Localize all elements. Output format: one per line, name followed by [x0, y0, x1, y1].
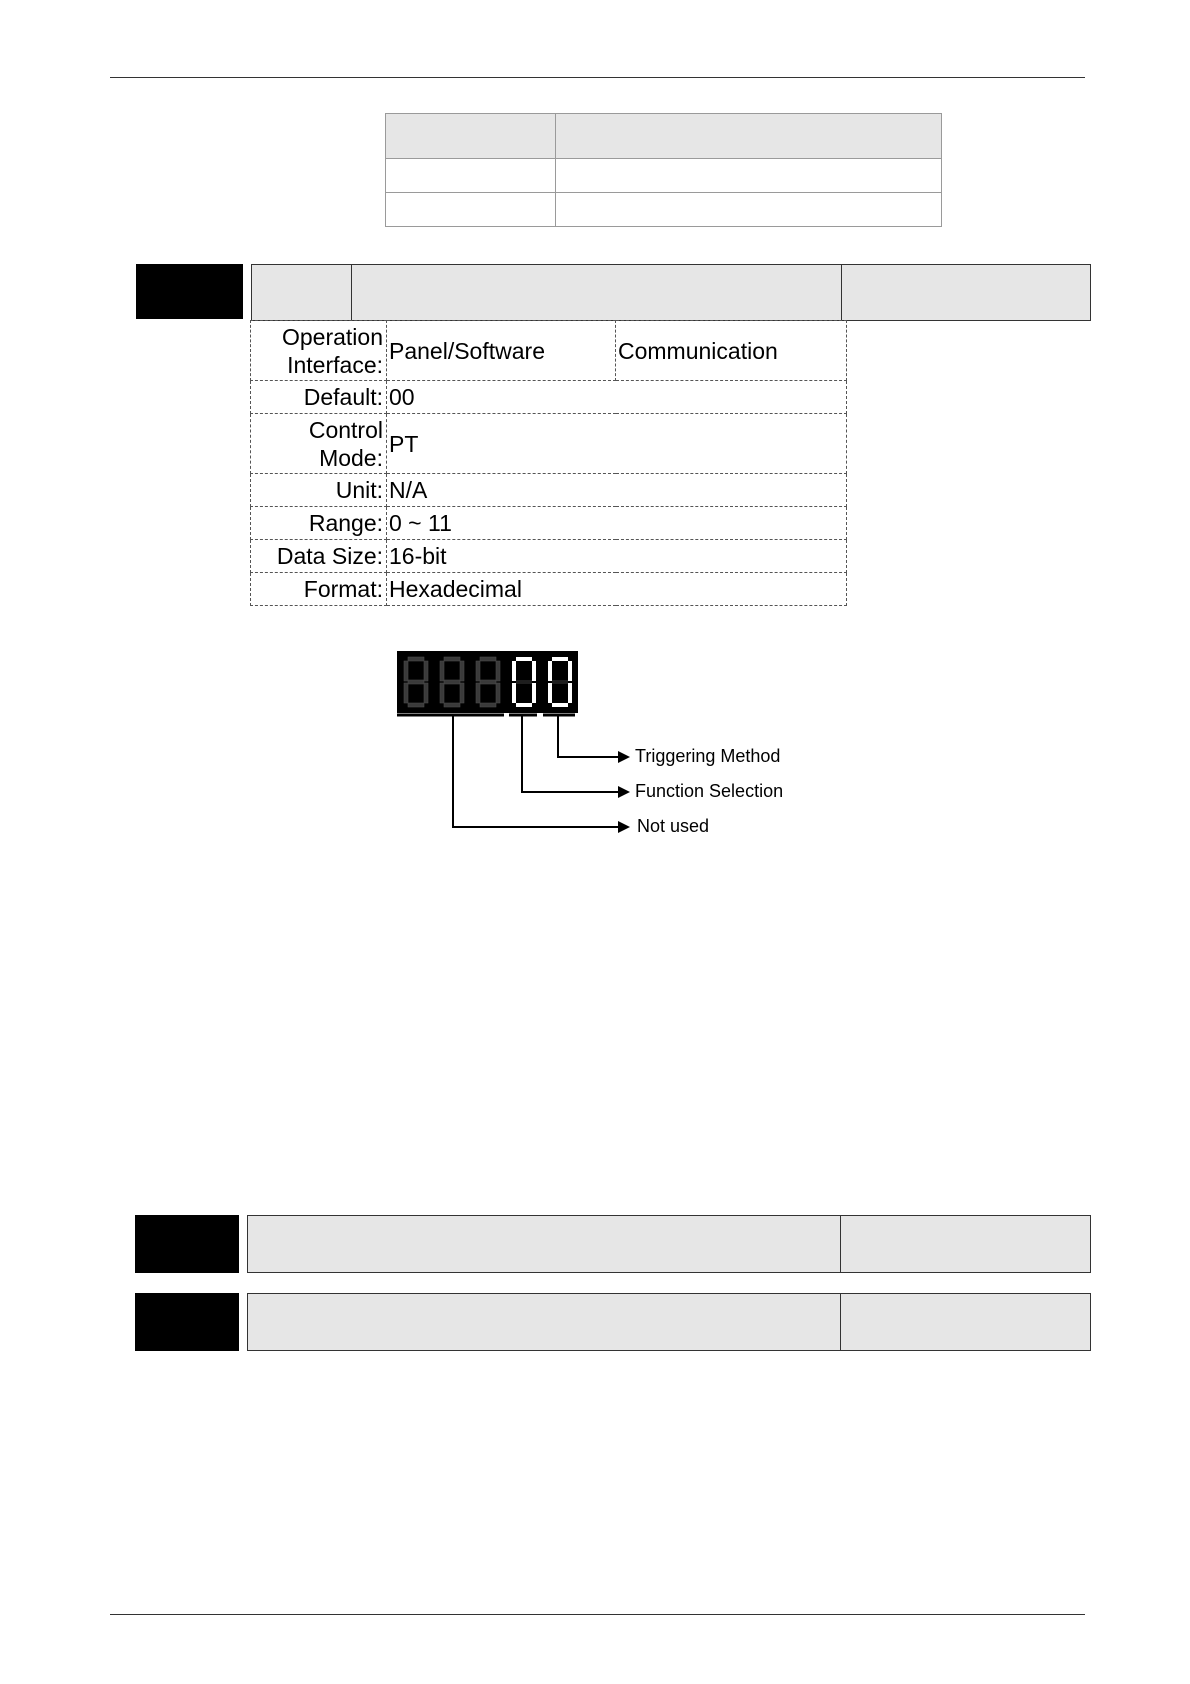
parameter-code-block: [136, 264, 243, 319]
control-mode-label: [251, 414, 387, 474]
table-row: [251, 573, 847, 606]
table-cell: [556, 193, 942, 227]
segment-a: [408, 657, 424, 661]
parameter-name-cell: [247, 1215, 841, 1273]
unit-label: Unit:: [251, 474, 387, 507]
table-cell: [386, 159, 556, 193]
parameter-address-cell: [840, 1293, 1091, 1351]
table-row: [251, 540, 847, 573]
segment-b: [460, 661, 464, 681]
function-selection-connector: [522, 716, 618, 792]
summary-table: [385, 113, 942, 227]
segment-g: [408, 680, 424, 684]
label-line: Operation: [281, 323, 383, 350]
table-cell: [386, 193, 556, 227]
table-cell: [556, 159, 942, 193]
segment-e: [512, 683, 516, 703]
table-row: [386, 114, 942, 159]
segment-d: [516, 703, 532, 707]
segment-c: [496, 683, 500, 703]
panel-software-value: Panel/Software: [387, 321, 616, 381]
parameter-code-block: [135, 1215, 239, 1273]
table-row: [251, 321, 847, 381]
label-line: Interface:: [287, 351, 383, 378]
segment-f: [476, 661, 480, 681]
segment-e: [440, 683, 444, 703]
arrowhead-icon: [618, 786, 630, 798]
arrowhead-icon: [618, 751, 630, 763]
segment-f: [512, 661, 516, 681]
segment-b: [532, 661, 536, 681]
segment-g: [552, 680, 568, 684]
table-row: [386, 193, 942, 227]
not-used-label: Not used: [637, 816, 710, 836]
segment-d: [480, 703, 496, 707]
table-row: [386, 159, 942, 193]
seven-segment-diagram: [390, 645, 810, 845]
segment-g: [480, 680, 496, 684]
parameter-name-cell: [247, 1293, 841, 1351]
segment-d: [408, 703, 424, 707]
default-label: Default:: [251, 381, 387, 414]
not-used-connector: [453, 716, 618, 827]
segment-c: [460, 683, 464, 703]
parameter-properties-table: [250, 320, 847, 606]
parameter-description-cell: [351, 264, 842, 321]
segment-d: [444, 703, 460, 707]
segment-b: [496, 661, 500, 681]
table-row: [251, 507, 847, 540]
segment-g: [516, 680, 532, 684]
table-row: [251, 414, 847, 474]
triggering-method-connector: [558, 716, 618, 757]
segment-f: [404, 661, 408, 681]
table-row: [251, 381, 847, 414]
control-mode-value: PT: [387, 414, 847, 474]
parameter-address-cell: [840, 1215, 1091, 1273]
segment-a: [552, 657, 568, 661]
triggering-method-label: Triggering Method: [635, 746, 781, 766]
unit-value: N/A: [387, 474, 847, 507]
label-line: Control: [308, 416, 383, 443]
segment-b: [424, 661, 428, 681]
range-value: 0 ~ 11: [387, 507, 847, 540]
segment-g: [444, 680, 460, 684]
header-rule: [110, 77, 1085, 78]
segment-e: [548, 683, 552, 703]
default-value: 00: [387, 381, 847, 414]
table-row: [251, 474, 847, 507]
segment-f: [548, 661, 552, 681]
segment-d: [552, 703, 568, 707]
parameter-name-cell: [251, 264, 352, 321]
format-value: Hexadecimal: [387, 573, 847, 606]
segment-c: [532, 683, 536, 703]
operation-interface-label: [251, 321, 387, 381]
segment-a: [516, 657, 532, 661]
segment-a: [480, 657, 496, 661]
segment-a: [444, 657, 460, 661]
segment-c: [424, 683, 428, 703]
segment-e: [404, 683, 408, 703]
footer-rule: [110, 1614, 1085, 1615]
segment-c: [568, 683, 572, 703]
arrowhead-icon: [618, 821, 630, 833]
format-label: Format:: [251, 573, 387, 606]
segment-b: [568, 661, 572, 681]
table-cell: [556, 114, 942, 159]
parameter-code-block: [135, 1293, 239, 1351]
table-cell: [386, 114, 556, 159]
function-selection-label: Function Selection: [635, 781, 784, 801]
segment-e: [476, 683, 480, 703]
range-label: Range:: [251, 507, 387, 540]
data-size-label: Data Size:: [251, 540, 387, 573]
segment-f: [440, 661, 444, 681]
label-line: Mode:: [319, 444, 383, 471]
parameter-address-cell: [841, 264, 1091, 321]
communication-value: Communication: [616, 321, 847, 381]
data-size-value: 16-bit: [387, 540, 847, 573]
